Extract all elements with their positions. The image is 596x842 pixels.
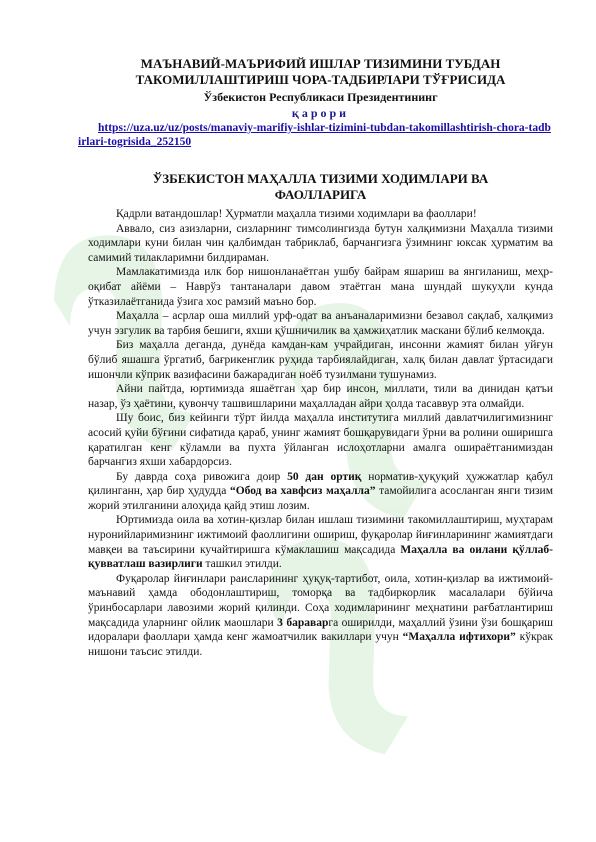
issuer: Ўзбекистон Республикаси Президентининг — [203, 90, 438, 104]
text-run: кўкрак нишони таъсис этилди. — [88, 631, 553, 658]
text-run: ташкил этилди. — [202, 558, 282, 571]
paragraph — [88, 513, 553, 571]
text-run: Шу боис, биз кейинги тўрт йилда маҳалла институтига миллий давлатчилигимизнинг асосий қуйи бўғини сифатида қараб, унинг жамият бошқарувидаги ўрни ва ролини оширишга қаратилган кенг кўламли ва пухта ўйланган ислоҳотларни амалга ошираётганимиздан барчангиз яхши хабардорсиз. — [88, 412, 553, 469]
text-run: Айни пайтда, юртимизда яшаётган ҳар бир инсон, миллати, тили ва динидан қатъи назар, ўз ҳаётини, қувончу ташвишларини маҳалладан айри ҳолда тасаввур эта олмайди. — [88, 383, 553, 410]
paragraph — [88, 309, 553, 338]
section-heading-line-2: ФАОЛЛАРИГА — [274, 187, 367, 202]
text-run: Фуқаролар йиғинлари раисларининг ҳуқуқ-тартибот, оила, хотин-қизлар ва ижтимоий-маънавий ҳамда ободонлаштириш, томорқа ва тадбиркорлик масалалари бўйича ўринбосарлари лавозими жорий қилинди. Соҳа ходимларининг меҳнатини рағбатлантириш мақсадида уларнинг ойлик маошлари — [88, 572, 553, 629]
title-line-1: МАЪНАВИЙ-МАЪРИФИЙ ИШЛАР ТИЗИМИНИ ТУБДАН — [140, 56, 501, 71]
body-text — [88, 207, 553, 659]
paragraph — [88, 338, 553, 382]
source-link[interactable]: https://uza.uz/uz/posts/manaviy-marifiy-ishlar-tizimini-tubdan-takomillashtirish-chora-tadbirlari-togrisida_252150 — [78, 122, 551, 148]
section-heading-line-1: ЎЗБЕКИСТОН МАҲАЛЛА ТИЗИМИ ХОДИМЛАРИ ВА — [152, 171, 489, 186]
paragraph — [88, 470, 553, 514]
text-run: га оширилди, маҳаллий ўзини ўзи бошқариш идоралари фаоллари ҳамда кенг жамоатчилик вакиллари учун — [88, 616, 553, 644]
text-run: Биз маҳалла деганда, дунёда камдан-кам учрайдиган, инсонни жамият билан уйғун бўлиб яшашга ўргатиб, бағрикенглик руҳида тарбиялайдиган, халқ билан давлат ўртасидаги ишончли кўприк вазифасини бажарадиган ноёб тузилмани тушунамиз. — [88, 339, 553, 381]
text-run: норматив-ҳуқуқий ҳужжатлар қабул қилинганн, ҳар бир ҳудудда — [88, 470, 554, 498]
paragraph — [88, 382, 553, 411]
text-run: Маҳалла – асрлар оша миллий урф-одат ва анъаналаримизни безавол сақлаб, халқимиз учун эзгулик ва тарбия бешиги, яхши қўшничилик ва ҳамжиҳатлик маскани бўлиб келмоқда. — [88, 310, 553, 337]
bold-text: 3 баравар — [277, 616, 329, 629]
paragraph — [88, 265, 553, 309]
title-line-2: ТАКОМИЛЛАШТИРИШ ЧОРА-ТАДБИРЛАРИ ТЎҒРИСИДА — [135, 72, 506, 87]
bold-text: “Обод ва хавфсиз маҳалла” — [229, 485, 376, 498]
paragraph — [88, 207, 553, 222]
bold-text: 50 дан ортиқ — [287, 470, 362, 483]
document-page — [78, 56, 554, 659]
bold-text: “Маҳалла ифтихори” — [402, 631, 516, 644]
text-run: Бу даврда соҳа ривожига доир — [116, 470, 288, 483]
text-run: Қадрли ватандошлар! Ҳурматли маҳалла тизими ходимлари ва фаоллари! — [116, 208, 477, 220]
text-run: Мамлакатимизда илк бор нишонланаётган ушбу байрам яшариш ва янгиланиш, меҳр-оқибат айёми – Наврўз тантаналари давом этаётган мана шундай шукуҳли кунда ўтказилаётганида ўзига хос рамзий маъно бор. — [88, 266, 553, 308]
document-title — [88, 56, 553, 88]
text-run: Юртимизда оила ва хотин-қизлар билан ишлаш тизимини такомиллаштириш, муҳтарам нуронийларимизнинг ижтимоий фаоллигини ошириш, фуқаролар йиғинларининг жамиятдаги мавқеи ва таъсирини кучайтиришга кўмаклашиш мақсадида — [88, 514, 553, 556]
paragraph — [88, 411, 553, 469]
paragraph — [88, 222, 553, 266]
text-run: Аввало, сиз азизларни, сизларнинг тимсолингизда бутун халқимизни Маҳалла тизими ходимлари куни билан чин қалбимдан табриклаб, барчангизга ўзимнинг юксак ҳурматим ва самимий тилакларимни билдираман. — [88, 222, 553, 264]
text-run: тамойилига асосланган янги тизим жорий этилганини алоҳида қайд этиш лозим. — [88, 485, 553, 512]
document-type: қарори — [291, 106, 350, 120]
paragraph — [88, 572, 553, 660]
bold-text: Маҳалла ва оилани қўллаб-қувватлаш вазирлиги — [88, 543, 554, 571]
section-heading — [88, 171, 553, 203]
